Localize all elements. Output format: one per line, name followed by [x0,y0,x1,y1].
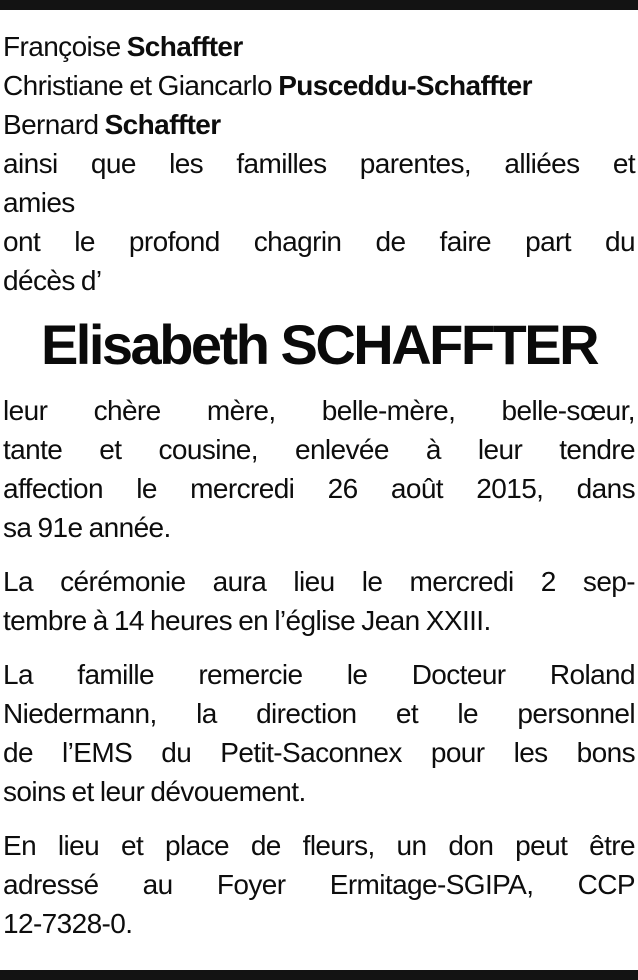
paragraph-line: tembre à 14 heures en l’église Jean XXIII. [3,605,491,636]
paragraph-line: La famille remercie le Docteur Roland [3,659,635,690]
paragraph-line: En lieu et place de fleurs, un don peut être [3,830,635,861]
paragraph-line: soins et leur dévouement. [3,776,306,807]
top-rule-bar [0,0,638,10]
paragraphs-block [3,391,635,943]
family-names-block [3,27,635,144]
intro-lines-block [3,144,635,300]
paragraph-line: tante et cousine, enlevée à leur tendre [3,434,635,465]
paragraph-line: Niedermann, la direction et le personnel [3,698,635,729]
family-name-plain: Françoise [3,31,127,62]
intro-line: décès d’ [3,265,102,296]
intro-line: ainsi que les familles parentes, alliées et [3,148,635,179]
family-name-plain: Bernard [3,109,105,140]
paragraph-line: La cérémonie aura lieu le mercredi 2 sep- [3,566,635,597]
paragraph [3,391,635,547]
paragraph-line: affection le mercredi 26 août 2015, dans [3,473,635,504]
paragraph-line: leur chère mère, belle-mère, belle-sœur, [3,395,635,426]
family-name-line [3,105,635,144]
family-name-line [3,66,635,105]
family-name-bold: Schaffter [126,31,243,62]
intro-line: amies [3,187,75,218]
paragraph-line: de l’EMS du Petit-Saconnex pour les bons [3,737,635,768]
intro-line: ont le profond chagrin de faire part du [3,226,635,257]
paragraph [3,826,635,943]
paragraph-line: 12-7328-0. [3,908,133,939]
notice-content [0,10,638,943]
family-name-plain: Christiane et Giancarlo [3,70,279,101]
deceased-name: Elisabeth SCHAFFTER [40,313,598,376]
paragraph [3,562,635,640]
family-name-bold: Schaffter [104,109,221,140]
paragraph-line: sa 91e année. [3,512,171,543]
family-name-bold: Pusceddu-Schaffter [278,70,532,101]
paragraph [3,655,635,811]
bottom-rule-bar [0,970,638,980]
family-name-line [3,27,635,66]
paragraph-line: adressé au Foyer Ermitage-SGIPA, CCP [3,869,635,900]
